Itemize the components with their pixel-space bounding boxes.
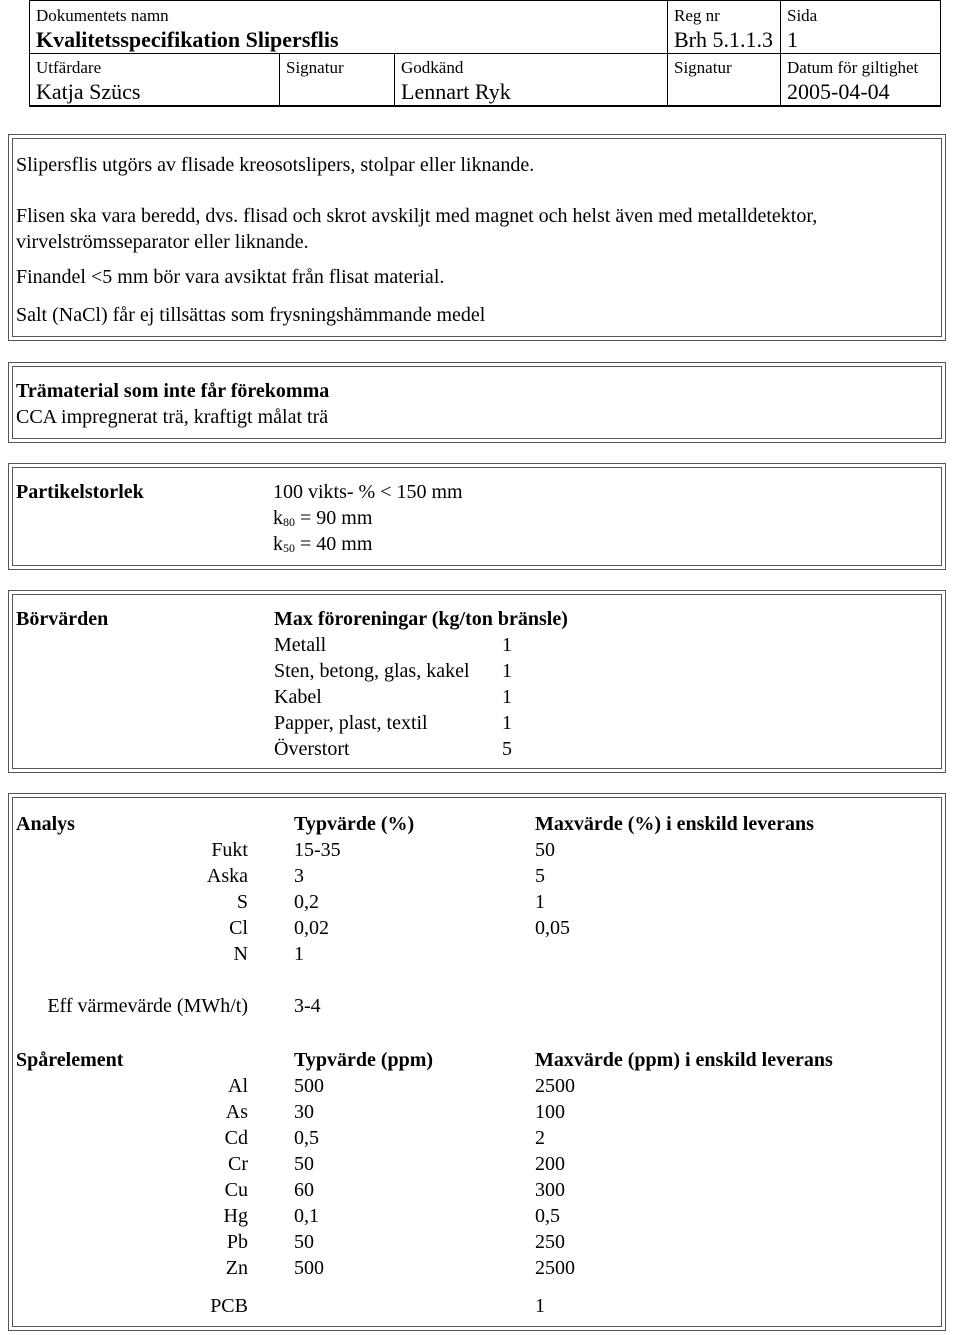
trace-col-max: Maxvärde (ppm) i enskild leverans	[535, 1049, 833, 1071]
trace-row-name: Cr	[228, 1153, 248, 1175]
document-header	[29, 0, 941, 107]
analysis-row-typical: 15-35	[294, 839, 341, 861]
heat-value-label: Eff värmevärde (MWh/t)	[47, 995, 248, 1017]
trace-row-typical: 500	[294, 1257, 324, 1279]
target-values-box	[8, 590, 946, 773]
intro-line-1: Slipersflis utgörs av flisade kreosotslipers, stolpar eller liknande.	[16, 154, 535, 176]
trace-col-typical: Typvärde (ppm)	[294, 1049, 434, 1071]
trace-row-typical: 0,5	[294, 1127, 319, 1149]
reg-nr: Brh 5.1.1.3	[674, 27, 773, 52]
trace-row-name: Zn	[225, 1257, 248, 1279]
analysis-row-typical: 0,2	[294, 891, 319, 913]
contaminant-name: Papper, plast, textil	[274, 712, 428, 734]
forbidden-text: CCA impregnerat trä, kraftigt målat trä	[16, 406, 329, 428]
signature2-cell	[668, 53, 781, 106]
particle-size-box	[8, 463, 946, 570]
trace-row-max: 250	[535, 1231, 565, 1253]
page-number: 1	[787, 27, 798, 52]
doc-name-cell	[30, 1, 668, 53]
approved-label: Godkänd	[401, 58, 464, 77]
particle-line-1: 100 vikts- % < 150 mm	[273, 481, 463, 503]
issuer: Katja Szücs	[36, 79, 141, 104]
signature-cell	[280, 53, 395, 106]
pcb-label: PCB	[210, 1295, 248, 1317]
analysis-label: Analys	[16, 813, 75, 835]
signature-label: Signatur	[286, 58, 344, 77]
trace-row-max: 2500	[535, 1257, 575, 1279]
approved-cell	[395, 53, 668, 106]
analysis-col-max: Maxvärde (%) i enskild leverans	[535, 813, 814, 835]
valid-date-cell	[781, 53, 941, 106]
target-values-label: Börvärden	[16, 608, 109, 630]
analysis-row-max: 1	[535, 891, 545, 913]
contaminant-name: Kabel	[274, 686, 322, 708]
page-cell	[781, 1, 941, 53]
contaminant-value: 1	[502, 660, 512, 682]
trace-row-max: 2500	[535, 1075, 575, 1097]
issuer-cell	[30, 53, 280, 106]
trace-elements-label: Spårelement	[16, 1049, 124, 1071]
analysis-row-typical: 1	[294, 943, 304, 965]
forbidden-title: Trämaterial som inte får förekomma	[16, 380, 330, 402]
trace-row-name: Cu	[224, 1179, 248, 1201]
forbidden-material-box	[8, 362, 946, 443]
contaminant-value: 1	[502, 686, 512, 708]
contaminant-name: Överstort	[274, 738, 350, 760]
trace-row-max: 0,5	[535, 1205, 560, 1227]
header-row-1	[30, 1, 940, 54]
particle-size-label: Partikelstorlek	[16, 481, 144, 503]
trace-row-typical: 50	[294, 1231, 314, 1253]
trace-row-typical: 0,1	[294, 1205, 319, 1227]
analysis-col-typical: Typvärde (%)	[294, 813, 415, 835]
trace-row-name: Pb	[226, 1231, 248, 1253]
analysis-row-name: Aska	[206, 865, 248, 887]
trace-row-name: As	[225, 1101, 248, 1123]
approved-by: Lennart Ryk	[401, 79, 511, 104]
contaminant-name: Metall	[274, 634, 327, 656]
header-row-2	[30, 53, 940, 106]
valid-date-label: Datum för giltighet	[787, 58, 919, 77]
analysis-row-name: S	[236, 891, 248, 913]
particle-k80: $k_{80} = 90$ mm	[273, 507, 373, 529]
page-label: Sida	[787, 6, 818, 25]
trace-row-name: Al	[228, 1075, 248, 1097]
trace-row-max: 300	[535, 1179, 565, 1201]
trace-row-typical: 30	[294, 1101, 314, 1123]
doc-name: Kvalitetsspecifikation Slipersflis	[36, 27, 339, 52]
intro-line-2b: virvelströmsseparator eller liknande.	[16, 231, 309, 253]
contaminant-value: 5	[502, 738, 512, 760]
trace-row-max: 200	[535, 1153, 565, 1175]
signature2-label: Signatur	[674, 58, 732, 77]
contaminant-value: 1	[502, 634, 512, 656]
contaminants-title: Max föroreningar (kg/ton bränsle)	[274, 608, 568, 630]
heat-value: 3-4	[294, 995, 321, 1017]
analysis-row-name: N	[233, 943, 248, 965]
doc-name-label: Dokumentets namn	[36, 6, 169, 25]
intro-line-4: Salt (NaCl) får ej tillsättas som frysningshämmande medel	[16, 304, 486, 326]
analysis-row-max: 0,05	[535, 917, 570, 939]
analysis-row-name: Cl	[229, 917, 248, 939]
trace-row-max: 100	[535, 1101, 565, 1123]
analysis-row-typical: 3	[294, 865, 304, 887]
analysis-row-max: 50	[535, 839, 555, 861]
trace-row-max: 2	[535, 1127, 545, 1149]
reg-nr-label: Reg nr	[674, 6, 720, 25]
trace-row-typical: 500	[294, 1075, 324, 1097]
contaminant-value: 1	[502, 712, 512, 734]
analysis-row-max: 5	[535, 865, 545, 887]
intro-line-2a: Flisen ska vara beredd, dvs. flisad och skrot avskiljt med magnet och helst även med metalldetektor,	[16, 205, 818, 227]
analysis-row-name: Fukt	[211, 839, 248, 861]
intro-box	[8, 134, 946, 341]
trace-row-name: Cd	[224, 1127, 248, 1149]
analysis-row-typical: 0,02	[294, 917, 329, 939]
particle-k50: $k_{50} = 40$ mm	[273, 533, 373, 555]
intro-line-3: Finandel <5 mm bör vara avsiktat från flisat material.	[16, 266, 445, 288]
issuer-label: Utfärdare	[36, 58, 102, 77]
trace-row-typical: 60	[294, 1179, 314, 1201]
pcb-max: 1	[535, 1295, 545, 1317]
contaminant-name: Sten, betong, glas, kakel	[274, 660, 470, 682]
valid-date: 2005-04-04	[787, 79, 890, 104]
trace-row-typical: 50	[294, 1153, 314, 1175]
reg-nr-cell	[668, 1, 781, 53]
trace-row-name: Hg	[223, 1205, 248, 1227]
analysis-box	[8, 793, 946, 1331]
